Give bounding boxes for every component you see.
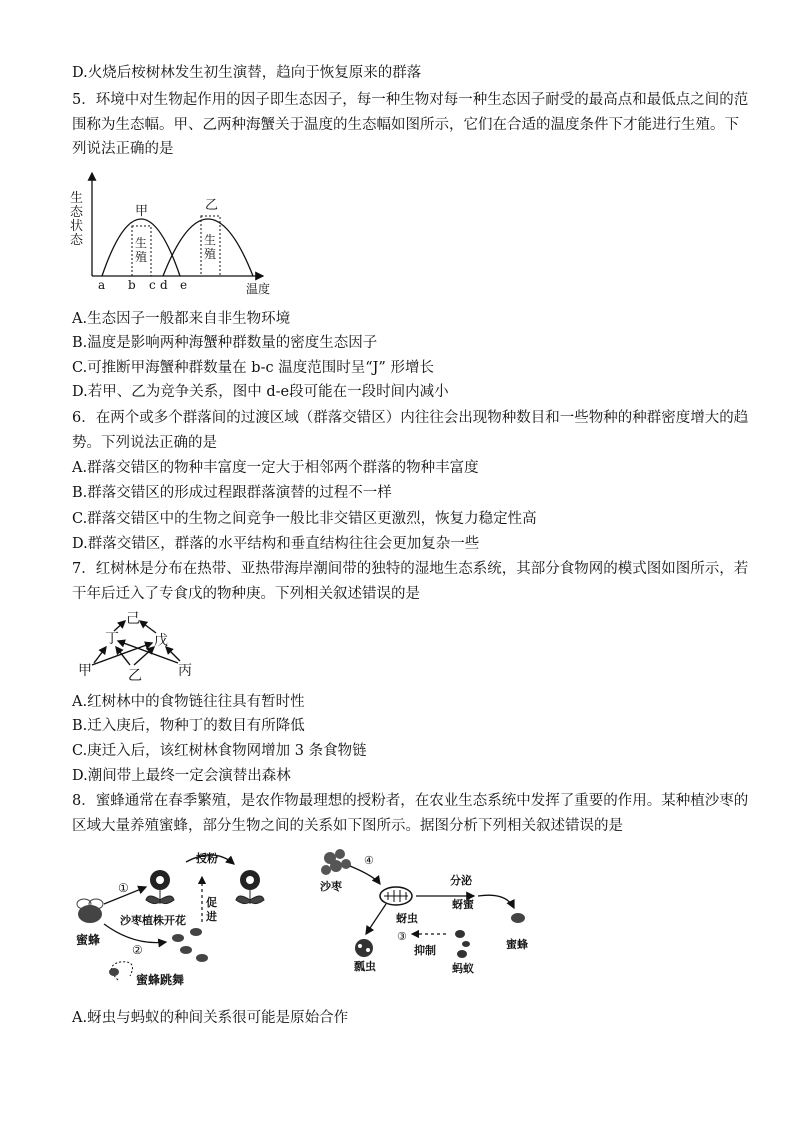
label-plant-flower: 沙枣植株开花	[120, 914, 186, 927]
label-jujube: 沙枣	[320, 880, 342, 893]
label-ladybug: 瓢虫	[354, 960, 376, 973]
option-6b: B.群落交错区的形成过程跟群落演替的过程不一样	[72, 485, 392, 501]
label-inhibit: 抑制	[414, 944, 436, 957]
option-5d: D.若甲、乙为竞争关系，图中 d-e段可能在一段时间内减小	[72, 384, 449, 400]
bee-icon-2	[511, 913, 525, 923]
node-yi: 乙	[128, 668, 142, 684]
label-ant: 蚂蚁	[452, 962, 474, 975]
jujube-icon	[321, 849, 351, 875]
x-axis-label: 温度	[246, 282, 271, 296]
option-5d-prev: D.火烧后桉树林发生初生演替，趋向于恢复原来的群落	[72, 65, 422, 81]
box-label-a-2: 殖	[135, 250, 148, 264]
option-5c: C.可推断甲海蟹种群数量在 b-c 温度范围时呈“J” 形增长	[72, 360, 434, 376]
box-label-b-1: 生	[204, 233, 217, 247]
question-6-line-1: 6．在两个或多个群落间的过渡区域（群落交错区）内往往会出现物种数目和一些物种的种群密度增大的趋	[72, 410, 749, 426]
label-promote-1: 促	[206, 896, 217, 909]
node-bing: 丙	[178, 663, 192, 679]
option-6d: D.群落交错区，群落的水平结构和垂直结构往往会更加复杂一些	[72, 536, 480, 552]
option-7a: A.红树林中的食物链往往具有暂时性	[72, 694, 305, 710]
option-5b: B.温度是影响两种海蟹种群数量的密度生态因子	[72, 335, 378, 351]
label-promote-2: 进	[206, 910, 217, 923]
ecological-amplitude-figure	[68, 168, 278, 298]
option-7c: C.庚迁入后，该红树林食物网增加 3 条食物链	[72, 743, 367, 759]
label-bee: 蜜蜂	[76, 933, 101, 947]
option-5a: A.生态因子一般都来自非生物环境	[72, 311, 291, 327]
option-6a: A.群落交错区的物种丰富度一定大于相邻两个群落的物种丰富度	[72, 460, 479, 476]
food-web-figure	[72, 607, 202, 685]
label-secrete-1: 分泌	[450, 874, 472, 887]
question-7-line-1: 7．红树林是分布在热带、亚热带海岸潮间带的独特的湿地生态系统，其部分食物网的模式图如图所示，若	[72, 561, 749, 577]
label-n4: ④	[364, 854, 374, 867]
label-bee-2: 蜜蜂	[506, 938, 528, 951]
question-6-line-2: 势。下列说法正确的是	[72, 435, 217, 451]
tick-a: a	[98, 278, 106, 292]
tick-b: b	[128, 278, 136, 292]
question-5-line-1: 5．环境中对生物起作用的因子即生态因子，每一种生物对每一种生态因子耐受的最高点和最低点之间的范	[72, 92, 749, 108]
ladybug-icon	[355, 939, 373, 957]
box-label-b-2: 殖	[204, 247, 217, 261]
option-6c: C.群落交错区中的生物之间竞争一般比非交错区更激烈，恢复力稳定性高	[72, 511, 537, 527]
label-bee-dance: 蜜蜂跳舞	[136, 973, 185, 987]
node-ding: 丁	[105, 631, 119, 647]
flower-icon	[146, 870, 174, 904]
node-jia: 甲	[78, 663, 92, 679]
bee-icon	[77, 899, 103, 923]
option-8a: A.蚜虫与蚂蚁的种间关系很可能是原始合作	[72, 1010, 349, 1026]
question-8-line-1: 8．蜜蜂通常在春季繁殖，是农作物最理想的授粉者，在农业生态系统中发挥了重要的作用。某种植沙枣的	[72, 793, 749, 809]
tick-e: e	[180, 278, 188, 292]
question-7-line-2: 干年后迁入了专食戊的物种庚。下列相关叙述错误的是	[72, 586, 420, 602]
label-n2: ②	[132, 943, 143, 957]
question-8-line-2: 区域大量养殖蜜蜂，部分生物之间的关系如下图所示。据图分析下列相关叙述错误的是	[72, 818, 623, 834]
option-7b: B.迁入庚后，物种丁的数目有所降低	[72, 718, 305, 734]
option-7d: D.潮间带上最终一定会演替出森林	[72, 768, 291, 784]
label-secrete-2: 蚜蜜	[452, 898, 474, 911]
label-n3: ③	[397, 930, 407, 943]
ant-icon	[455, 930, 470, 958]
box-label-a-1: 生	[135, 236, 148, 250]
bee-relationship-figure	[74, 842, 534, 1002]
question-5-line-2: 围称为生态幅。甲、乙两种海蟹关于温度的生态幅如图所示，它们在合适的温度条件下才能进行生殖。下	[72, 117, 739, 133]
tick-d: d	[160, 278, 168, 292]
node-wu: 戊	[154, 633, 168, 649]
label-species-b: 乙	[205, 198, 219, 213]
label-n1: ①	[118, 881, 129, 895]
question-5-line-3: 列说法正确的是	[72, 141, 174, 157]
y-axis-label: 生态状态	[70, 191, 84, 248]
aphid-icon	[380, 887, 412, 905]
label-aphid: 蚜虫	[396, 912, 418, 925]
node-ji: 己	[126, 611, 140, 627]
label-pollinate: 授粉	[196, 852, 218, 865]
bee-dance-icon	[109, 962, 132, 980]
flower-icon-2	[236, 870, 264, 904]
label-species-a: 甲	[135, 204, 149, 219]
bee-swarm-icon	[172, 928, 208, 962]
tick-c: c	[149, 278, 156, 292]
